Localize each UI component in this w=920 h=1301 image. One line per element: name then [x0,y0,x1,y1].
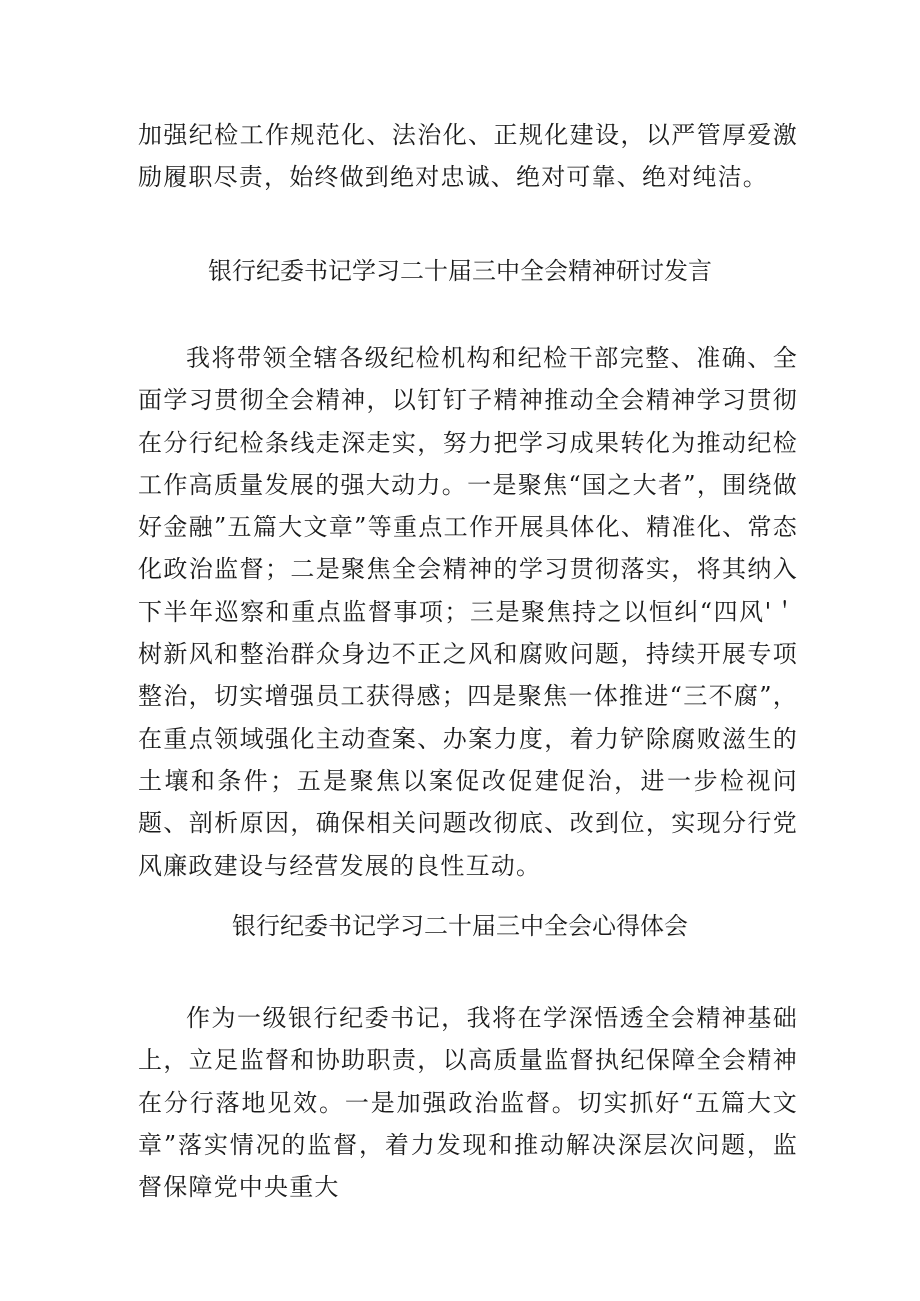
section-paragraph-discussion-speech: 我将带领全辖各级纪检机构和纪检干部完整、准确、全面学习贯彻全会精神，以钉钉子精神推动全会精神学习贯彻在分行纪检条线走深走实，努力把学习成果转化为推动纪检工作高质量发展的强大动力。一是聚焦“国之大者”，围绕做好金融”五篇大文章”等重点工作开展具体化、精准化、常态化政治监督；二是聚焦全会精神的学习贯彻落实，将其纳入下半年巡察和重点监督事项；三是聚焦持之以恒纠“四风'＇树新风和整治群众身边不正之风和腐败问题，持续开展专项整治，切实增强员工获得感；四是聚焦一体推进“三不腐”，在重点领域强化主动查案、办案力度，着力铲除腐败滋生的土壤和条件；五是聚焦以案促改促建促治，进一步检视问题、剖析原因，确保相关问题改彻底、改到位，实现分行党风廉政建设与经营发展的良性互动。 [138,344,798,880]
intro-paragraph: 加强纪检工作规范化、法治化、正规化建设，以严管厚爱激励履职尽责，始终做到绝对忠诚、绝对可靠、绝对纯洁。 [138,121,798,192]
section-paragraph-reflections: 作为一级银行纪委书记，我将在学深悟透全会精神基础上，立足监督和协助职责，以高质量监督执纪保障全会精神在分行落地见效。一是加强政治监督。切实抓好“五篇大文章”落实情况的监督，着力发现和推动解决深层次问题，监督保障党中央重大 [138,1004,798,1202]
section-heading-discussion-speech: 银行纪委书记学习二十届三中全会精神研讨发言 [208,257,712,285]
section-heading-reflections: 银行纪委书记学习二十届三中全会心得体会 [232,912,688,940]
